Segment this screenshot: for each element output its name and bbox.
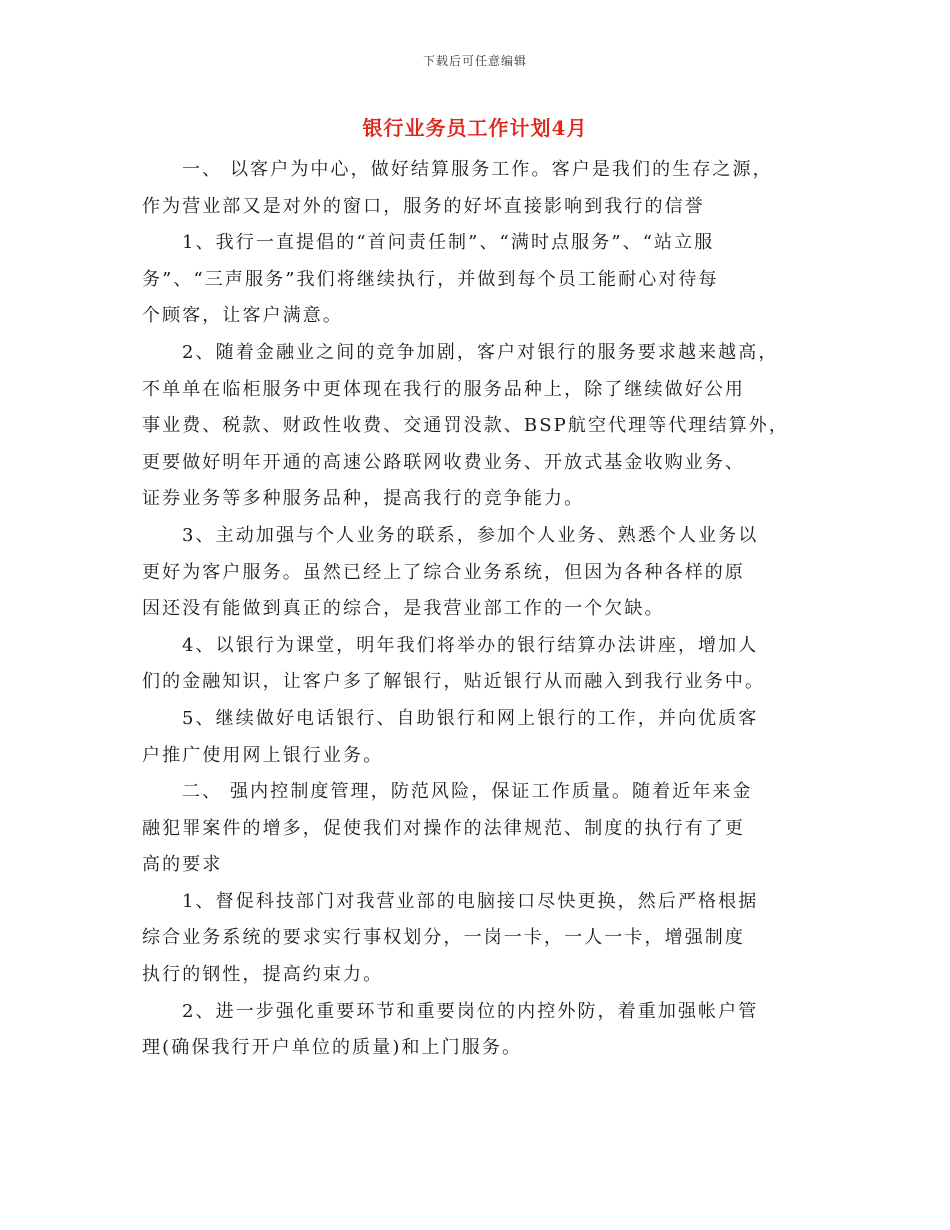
text-line: 不单单在临柜服务中更体现在我行的服务品种上，除了继续做好公用 [142,378,745,400]
text-line: 因还没有能做到真正的综合，是我营业部工作的一个欠缺。 [142,598,665,620]
text-line: 综合业务系统的要求实行事权划分，一岗一卡，一人一卡，增强制度 [142,927,745,949]
text-line: 2、进一步强化重要环节和重要岗位的内控外防，着重加强帐户管 [182,1000,759,1022]
paragraph-item-4 [142,628,822,701]
text-line: 作为营业部又是对外的窗口，服务的好坏直接影响到我行的信誉 [142,195,705,217]
paragraph-item-2-1 [142,884,822,994]
text-line: 更好为客户服务。虽然已经上了综合业务系统，但因为各种各样的原 [142,561,745,583]
text-line: 事业费、税款、财政性收费、交通罚没款、BSP航空代理等代理结算外， [142,415,789,437]
text-line: 4、以银行为课堂，明年我们将举办的银行结算办法讲座，增加人 [182,634,759,656]
text-line: 们的金融知识，让客户多了解银行，贴近银行从而融入到我行业务中。 [142,671,766,693]
paragraph-item-2-2 [142,994,822,1067]
text-line: 1、督促科技部门对我营业部的电脑接口尽快更换，然后严格根据 [182,890,759,912]
paragraph-section-one [142,152,822,225]
text-line: 5、继续做好电话银行、自助银行和网上银行的工作，并向优质客 [182,707,759,729]
paragraph-section-two [142,774,822,884]
text-line: 2、随着金融业之间的竞争加剧，客户对银行的服务要求越来越高， [182,341,779,363]
document-body [142,152,822,1067]
text-line: 融犯罪案件的增多，促使我们对操作的法律规范、制度的执行有了更 [142,817,745,839]
text-line: 高的要求 [142,854,223,876]
paragraph-item-3 [142,518,822,628]
text-line: 3、主动加强与个人业务的联系，参加个人业务、熟悉个人业务以 [182,524,759,546]
text-line: 1、我行一直提倡的“首问责任制”、“满时点服务”、“站立服 [182,232,715,254]
text-line: 理(确保我行开户单位的质量)和上门服务。 [142,1037,523,1059]
paragraph-item-5 [142,701,822,774]
paragraph-item-2 [142,335,822,518]
text-line: 务”、“三声服务”我们将继续执行，并做到每个员工能耐心对待每 [142,268,719,290]
paragraph-item-1 [142,225,822,335]
text-line: 个顾客，让客户满意。 [142,305,343,327]
text-line: 执行的钢性，提高约束力。 [142,964,384,986]
document-title: 银行业务员工作计划4月 [362,116,588,140]
text-line: 证券业务等多种服务品种，提高我行的竞争能力。 [142,488,585,510]
text-line: 二、 强内控制度管理，防范风险，保证工作质量。随着近年来金 [182,781,753,803]
text-line: 户推广使用网上银行业务。 [142,744,384,766]
text-line: 更要做好明年开通的高速公路联网收费业务、开放式基金收购业务、 [142,451,745,473]
text-line: 一、 以客户为中心，做好结算服务工作。客户是我们的生存之源， [182,159,773,180]
header-note: 下载后可任意编辑 [422,54,527,68]
